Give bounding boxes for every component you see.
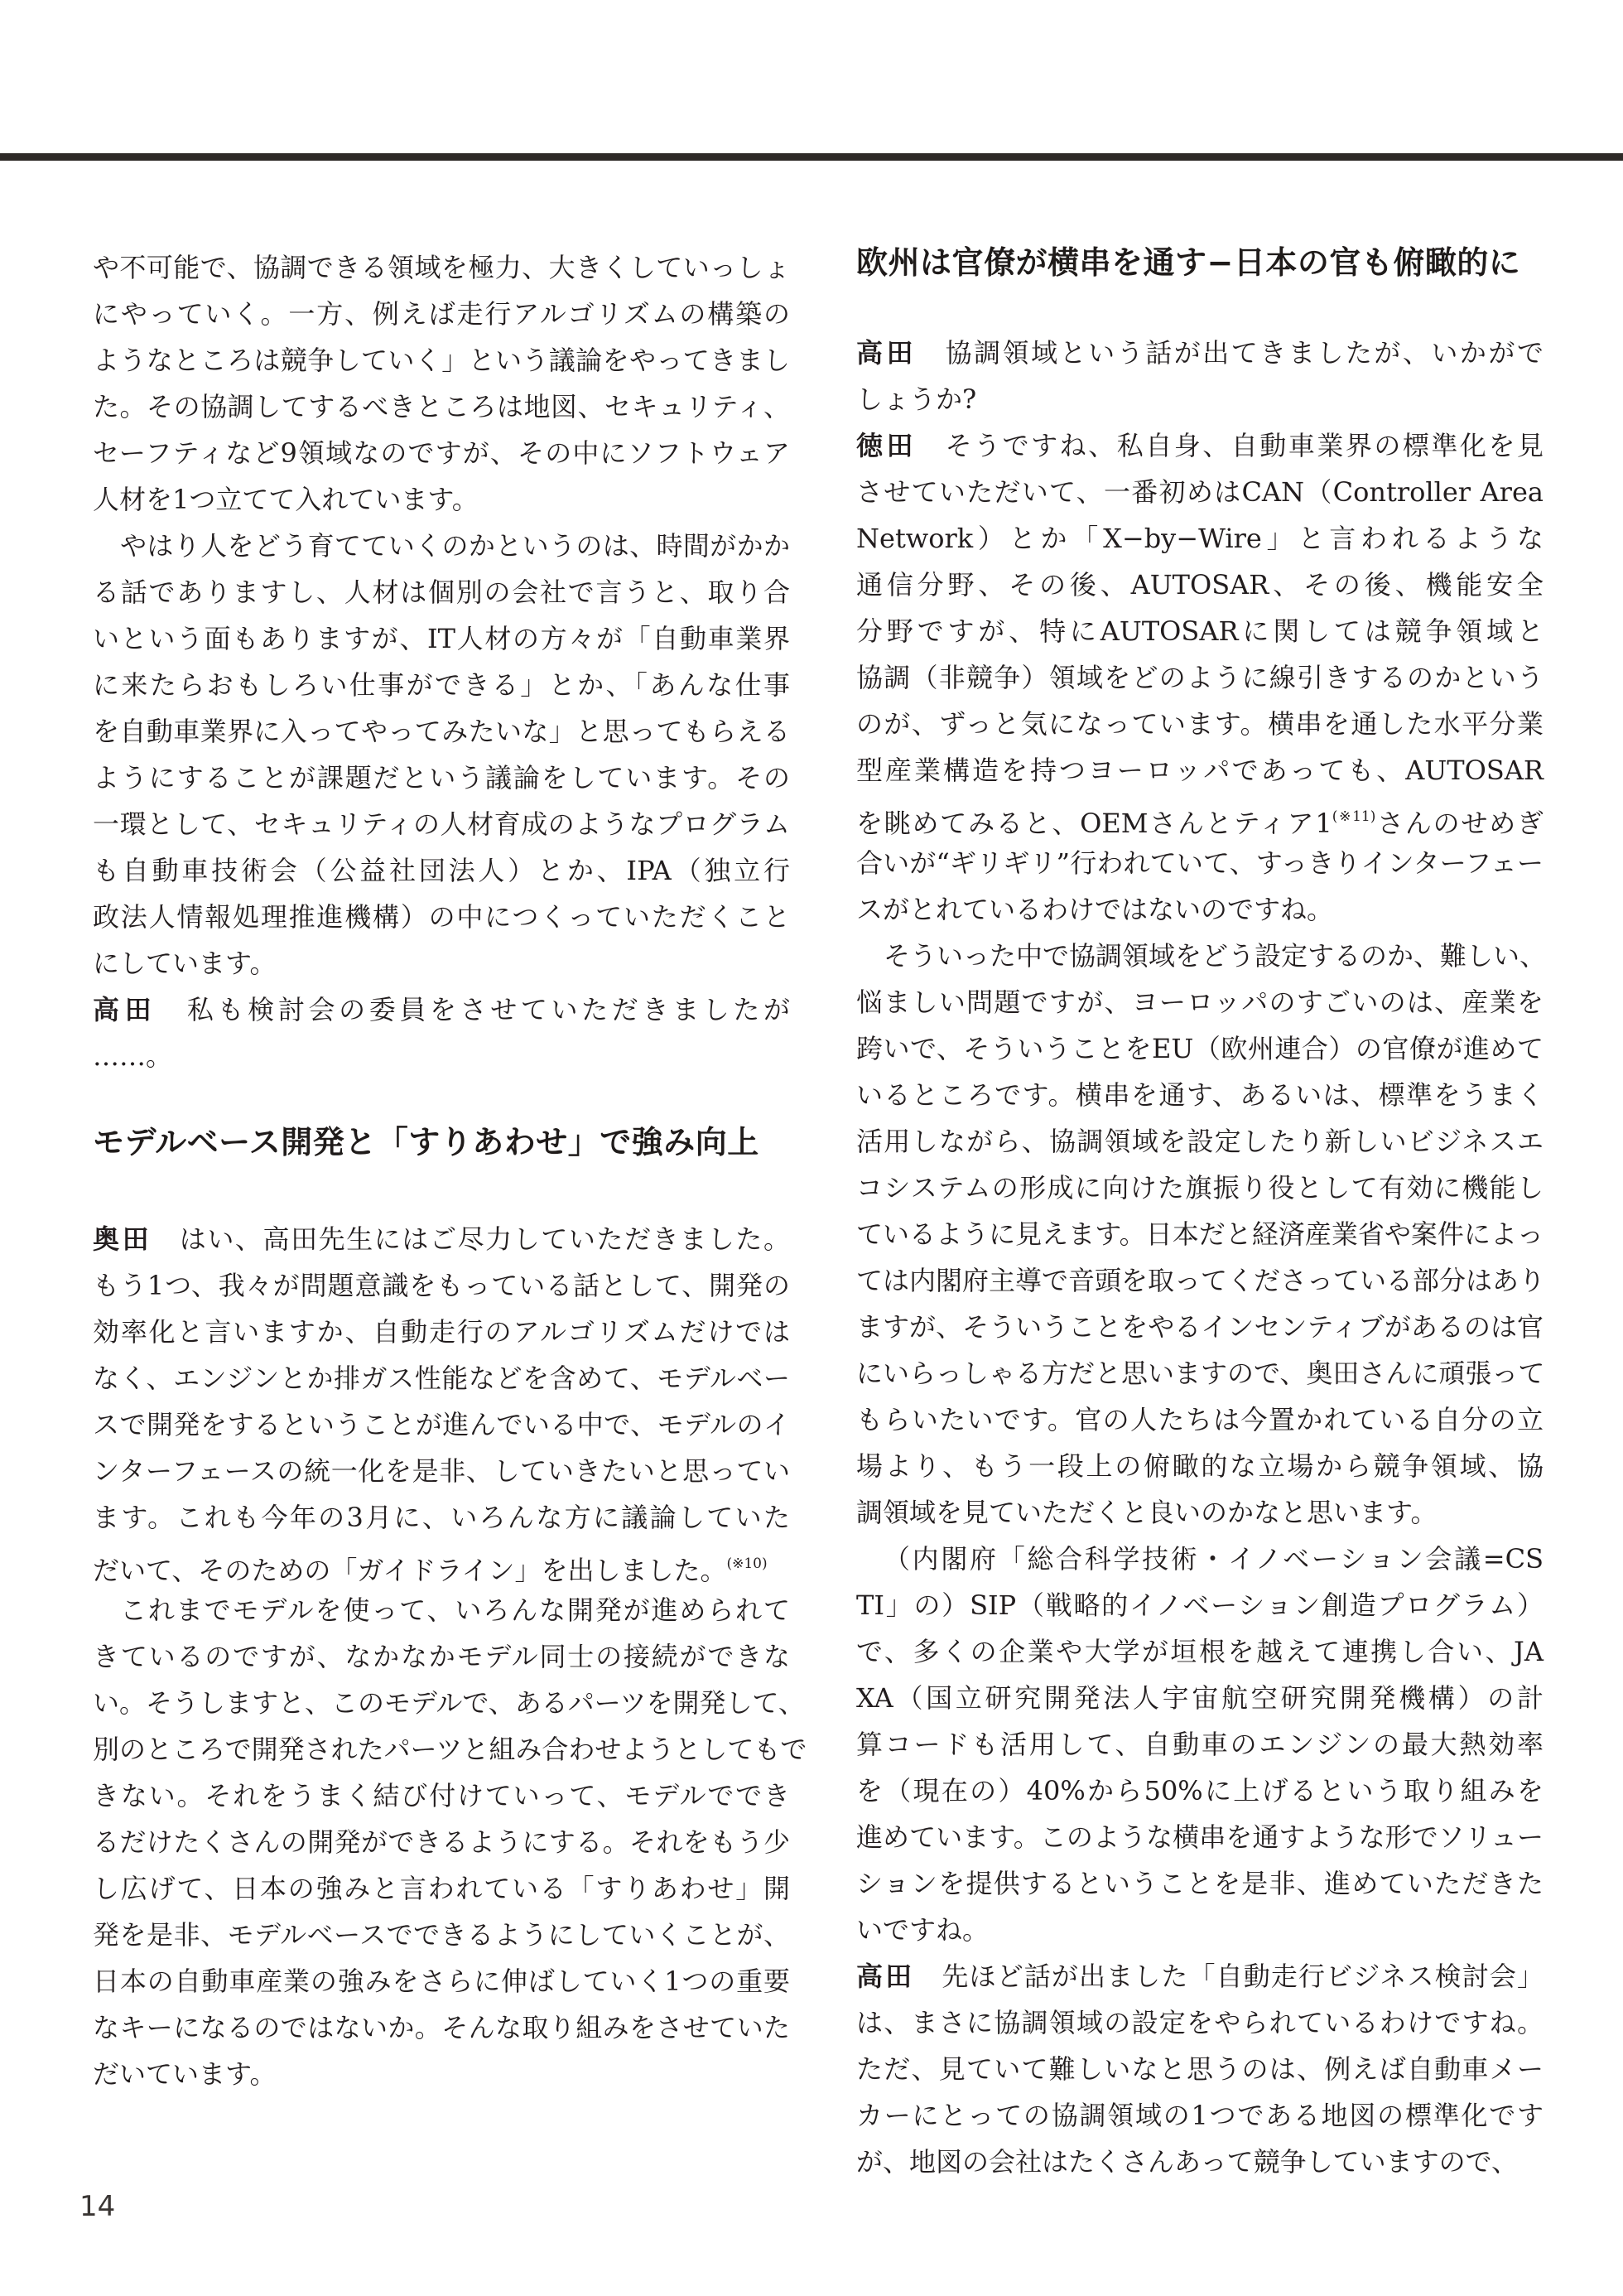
text-line: なく、エンジンとか排ガス性能などを含めて、モデルベー	[93, 1363, 790, 1394]
text-line: に来たらおもしろい仕事ができる」とか、「あんな仕事	[93, 669, 790, 701]
text-line: 通信分野、その後、AUTOSAR、その後、機能安全	[856, 569, 1544, 601]
text-line: ます。これも今年の3月に、いろんな方に議論していた	[93, 1502, 790, 1533]
text-line: 調領域を見ていただくと良いのかなと思います。	[856, 1497, 1438, 1528]
text-line: 進めています。このような横串を通すような形でソリュー	[856, 1821, 1544, 1853]
speaker-name: 徳田	[856, 430, 917, 461]
speaker-name: 奥田	[93, 1223, 152, 1255]
text-line: きているのですが、なかなかモデル同士の接続ができな	[93, 1641, 790, 1672]
text-line: 高田 協調領域という話が出てきましたが、いかがで	[856, 337, 1544, 369]
text-line: にやっていく。一方、例えば走行アルゴリズムの構築の	[93, 298, 790, 330]
text-line: これまでモデルを使って、いろんな開発が進められて	[120, 1594, 790, 1626]
text-line: を（現在の）40%から50%に上げるという取り組みを	[856, 1775, 1544, 1806]
text-line: 活用しながら、協調領域を設定したり新しいビジネスエ	[856, 1126, 1544, 1157]
text-line: 算コードも活用して、自動車のエンジンの最大熱効率	[856, 1729, 1544, 1760]
text-line: もう1つ、我々が問題意識をもっている話として、開発の	[93, 1270, 790, 1301]
text-line: ようなところは競争していく」という議論をやってきまし	[93, 345, 790, 376]
text-line: だいています。	[93, 2058, 277, 2090]
text-line: る話でありますし、人材は個別の会社で言うと、取り合	[93, 576, 790, 608]
text-line: ているように見えます。日本だと経済産業省や案件によっ	[856, 1218, 1544, 1250]
text-line: セーフティなど9領域なのですが、その中にソフトウェア	[93, 437, 790, 469]
text-line: もらいたいです。官の人たちは今置かれている自分の立	[856, 1404, 1544, 1435]
footnote-ref: (※11)	[1332, 808, 1376, 825]
text-line: 効率化と言いますか、自動走行のアルゴリズムだけでは	[93, 1316, 790, 1348]
text-line: 人材を1つ立てて入れています。	[93, 484, 479, 515]
text-line: 協調（非競争）領域をどのように線引きするのかという	[856, 662, 1544, 693]
text-line: Network）とか「X−by−Wire」と言われるような	[856, 523, 1544, 554]
left-column-block2	[93, 1216, 807, 2097]
text-line: いるところです。横串を通す、あるいは、標準をうまく	[856, 1079, 1544, 1111]
text-line: いという面もありますが、IT人材の方々が「自動車業界	[93, 623, 790, 654]
text-line: ンターフェースの統一化を是非、していきたいと思ってい	[93, 1455, 790, 1487]
text-line: いですね。	[856, 1914, 990, 1946]
text-line: た。その協調してするべきところは地図、セキュリティ、	[93, 391, 790, 422]
text-line: 場より、もう一段上の俯瞰的な立場から競争領域、協	[856, 1450, 1544, 1482]
text-line: は、まさに協調領域の設定をやられているわけですね。	[856, 2007, 1544, 2038]
text-line: （内閣府「総合科学技術・イノベーション会議=CS	[884, 1543, 1544, 1575]
text-line: 日本の自動車産業の強みをさらに伸ばしていく1つの重要	[93, 1966, 790, 1997]
text-line: XA（国立研究開発法人宇宙航空研究開発機構）の計	[856, 1682, 1544, 1714]
text-line: 政法人情報処理推進機構）の中につくっていただくこと	[93, 901, 790, 933]
text-line: し広げて、日本の強みと言われている「すりあわせ」開	[93, 1873, 790, 1904]
text-line: のが、ずっと気になっています。横串を通した水平分業	[856, 708, 1544, 740]
text-line: で、多くの企業や大学が垣根を越えて連携し合い、JA	[856, 1636, 1544, 1667]
text-line: ますが、そういうことをやるインセンティブがあるのは官	[856, 1311, 1544, 1343]
text-line: カーにとっての協調領域の1つである地図の標準化です	[856, 2100, 1544, 2131]
text-line: スがとれているわけではないのですね。	[856, 894, 1334, 925]
right-column-block	[856, 330, 1547, 2185]
text-line: なキーになるのではないか。そんな取り組みをさせていた	[93, 2012, 790, 2043]
text-line: が、地図の会社はたくさんあって競争していますので、	[856, 2146, 1519, 2178]
text-line: 高田 先ほど話が出ました「自動走行ビジネス検討会」	[856, 1961, 1544, 1992]
text-line: るだけたくさんの開発ができるようにする。それをもう少	[93, 1826, 790, 1858]
text-line: 悩ましい問題ですが、ヨーロッパのすごいのは、産業を	[856, 986, 1544, 1018]
text-line: 別のところで開発されたパーツと組み合わせようとしてもで	[93, 1734, 807, 1765]
text-line: 一環として、セキュリティの人材育成のようなプログラム	[93, 808, 790, 840]
text-line: にしています。	[93, 948, 277, 979]
text-line: コシステムの形成に向けた旗振り役として有効に機能し	[856, 1172, 1544, 1203]
text-line: そういった中で協調領域をどう設定するのか、難しい、	[884, 940, 1547, 972]
text-line: も自動車技術会（公益社団法人）とか、IPA（独立行	[93, 855, 790, 886]
text-line: を眺めてみると、OEMさんとティア1$^{(※11)}$さんのせめぎ	[856, 808, 1544, 839]
text-line: 跨いで、そういうことをEU（欧州連合）の官僚が進めて	[856, 1033, 1544, 1064]
text-line: ……。	[93, 1040, 173, 1072]
text-line: ては内閣府主導で音頭を取ってくださっている部分はあり	[856, 1265, 1546, 1296]
text-line: 奥田 はい、高田先生にはご尽力していただきました。	[93, 1223, 790, 1255]
text-line: させていただいて、一番初めはCAN（Controller Area	[856, 476, 1544, 508]
speaker-name: 高田	[93, 994, 157, 1025]
text-line: TI」の）SIP（戦略的イノベーション創造プログラム）	[856, 1589, 1544, 1621]
text-line: にいらっしゃる方だと思いますので、奥田さんに頑張って	[856, 1358, 1545, 1389]
text-line: ただ、見ていて難しいなと思うのは、例えば自動車メー	[856, 2053, 1544, 2085]
text-line: ようにすることが課題だという議論をしています。その	[93, 762, 790, 793]
text-line: 徳田 そうですね、私自身、自動車業界の標準化を見	[856, 430, 1544, 461]
footnote-ref: (※10)	[726, 1556, 768, 1572]
text-line: しょうか?	[856, 383, 977, 415]
left-column-block1	[93, 244, 790, 1079]
section-heading-left: モデルベース開発と「すりあわせ」で強み向上	[93, 1124, 759, 1160]
text-line: だいて、そのための「ガイドライン」を出しました。$^{(※10)}$	[93, 1555, 768, 1586]
speaker-name: 高田	[856, 1961, 915, 1992]
text-line: やはり人をどう育てていくのかというのは、時間がかか	[120, 530, 790, 562]
text-line: スで開発をするということが進んでいる中で、モデルのイ	[93, 1409, 790, 1440]
section-heading-right: 欧州は官僚が横串を通す−日本の官も俯瞰的に	[856, 244, 1521, 281]
text-line: 型産業構造を持つヨーロッパであっても、AUTOSAR	[856, 755, 1544, 786]
page-number: 14	[79, 2190, 116, 2223]
text-line: 合いが“ギリギリ”行われていて、すっきりインターフェー	[856, 847, 1544, 879]
text-line: や不可能で、協調できる領域を極力、大きくしていっしょ	[93, 252, 790, 283]
text-line: 高田 私も検討会の委員をさせていただきましたが	[93, 994, 790, 1025]
text-line: 発を是非、モデルベースでできるようにしていくことが、	[93, 1919, 790, 1951]
top-rule-divider	[0, 153, 1623, 161]
speaker-name: 高田	[856, 337, 917, 369]
text-line: きない。それをうまく結び付けていって、モデルででき	[93, 1780, 790, 1811]
text-line: い。そうしますと、このモデルで、あるパーツを開発して、	[93, 1687, 805, 1719]
text-line: ションを提供するということを是非、進めていただきた	[856, 1868, 1544, 1899]
text-line: 分野ですが、特にAUTOSARに関しては競争領域と	[856, 615, 1544, 647]
text-line: を自動車業界に入ってやってみたいな」と思ってもらえる	[93, 716, 790, 747]
